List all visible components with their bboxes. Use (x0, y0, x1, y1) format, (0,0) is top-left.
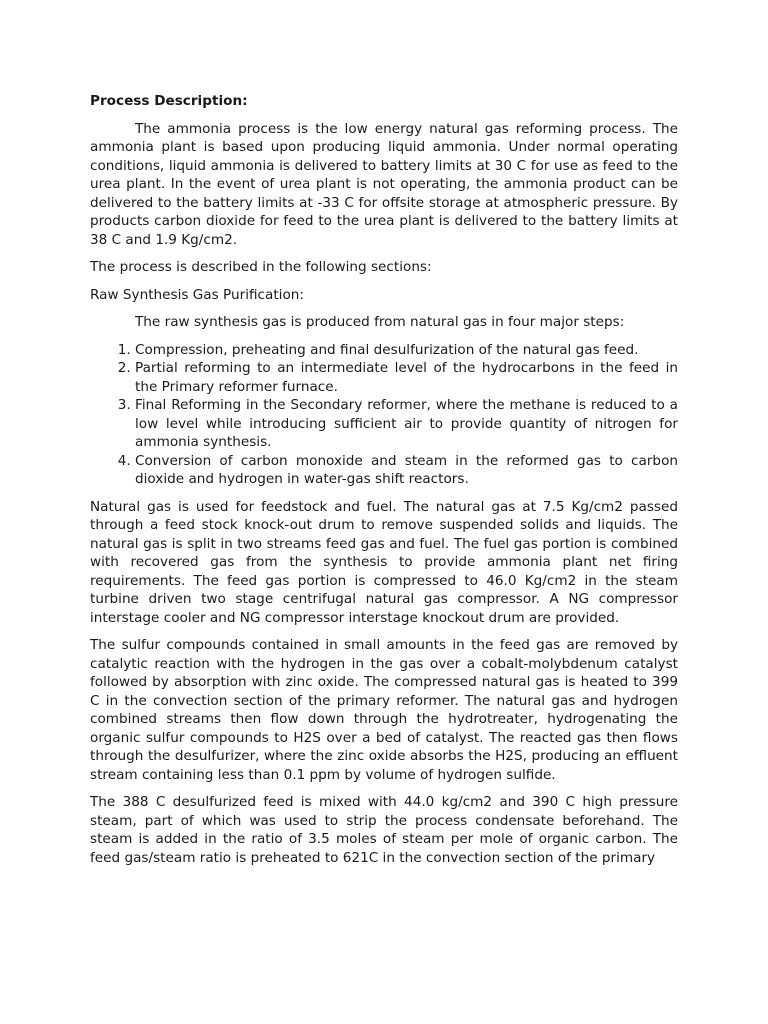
steps-intro: The raw synthesis gas is produced from natural gas in four major steps: (135, 314, 625, 330)
sections-intro: The process is described in the following sections: (90, 259, 432, 275)
intro-paragraph: The ammonia process is the low energy natural gas reforming process. The ammonia plant is based upon producing liquid ammonia. Under normal operating conditions, liquid ammonia is delivered to battery limits at 30 C for use as feed to the urea plant. In the event of urea plant is not operating, the ammonia product can be delivered to the battery limits at -33 C for offsite storage at atmospheric pressure. By products carbon dioxide for feed to the urea plant is delivered to the battery limits at 38 C and 1.9 Kg/cm2. (90, 120, 678, 248)
sulfur-paragraph: The sulfur compounds contained in small amounts in the feed gas are removed by catalytic reaction with the hydrogen in the gas over a cobalt-molybdenum catalyst followed by absorption with zinc oxide. The compressed natural gas is heated to 399 C in the convection section of the primary reformer. The natural gas and hydrogen combined streams then flow down through the hydrotreater, hydrogenating the organic sulfur compounds to H2S over a bed of catalyst. The reacted gas then flows through the desulfurizer, where the zinc oxide absorbs the H2S, producing an effluent stream containing less than 0.1 ppm by volume of hydrogen sulfide. (90, 637, 678, 783)
list-item: 1. Compression, preheating and final desulfurization of the natural gas feed. (135, 341, 678, 360)
desulfurized-feed-paragraph: The 388 C desulfurized feed is mixed with 44.0 kg/cm2 and 390 C high pressure steam, part of which was used to strip the process condensate beforehand. The steam is added in the ratio of 3.5 moles of steam per mole of organic carbon. The feed gas/steam ratio is preheated to 621C in the convection section of the primary (90, 794, 678, 866)
list-item: 3. Final Reforming in the Secondary reformer, where the methane is reduced to a low level while introducing sufficient air to provide quantity of nitrogen for ammonia synthesis. (135, 396, 678, 452)
natural-gas-paragraph: Natural gas is used for feedstock and fuel. The natural gas at 7.5 Kg/cm2 passed through a feed stock knock-out drum to remove suspended solids and liquids. The natural gas is split in two streams feed gas and fuel. The fuel gas portion is combined with recovered gas from the synthesis to provide ammonia plant net firing requirements. The feed gas portion is compressed to 46.0 Kg/cm2 in the steam turbine driven two stage centrifugal natural gas compressor. A NG compressor interstage cooler and NG compressor interstage knockout drum are provided. (90, 498, 678, 626)
document-page (90, 88, 678, 876)
list-item: 4. Conversion of carbon monoxide and steam in the reformed gas to carbon dioxide and hydrogen in water-gas shift reactors. (135, 452, 678, 489)
list-item: 2. Partial reforming to an intermediate level of the hydrocarbons in the feed in the Primary reformer furnace. (135, 359, 678, 396)
section-title: Raw Synthesis Gas Purification: (90, 286, 304, 303)
page-title: Process Description: (90, 93, 248, 109)
steps-list (90, 341, 678, 489)
